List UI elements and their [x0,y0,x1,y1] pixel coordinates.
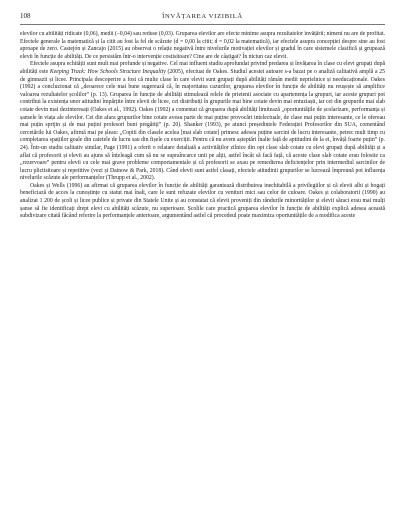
page-number: 108 [20,12,31,20]
running-title: ÎNVĂȚAREA VIZIBILĂ [162,13,243,20]
paragraph-equity-effects [20,61,385,183]
text-span: (2005), efectuat de Oakes. Studiul acestei autoare s-a bazat pe o analiză calitativă amplă a 25 de gimnazii și licee. Principala descoperire a fost că multe clase în care elevii sunt grupați după abilități rămân medii neprielnice și needucaționale. Oakes (1992) a concluzionat că „deoarece cele mai bune sugerează că, în majoritatea cazurilor, gruparea elevilor în funcție de abilități nu reușește să amplifice valoarea rezultatelor școlilor” (p. 13). Gruparea în funcție de abilități stimulează relele de prietenii asociate cu apartenența la grupuri, iar aceste grupuri pot contribui la existența unor atitudini împărțite între elevii de licee, cei distribuiți în grupurile mai bine cotate devin mai entuziaști, iar cei din grupurile mai slab cotate devin mai dezinteresați (Oakes et al., 1992). Oakes (1992) a comentat că gruparea după abilități limitează „oportunitățile de școlarizare, performanța și șansele în viața ale elevilor. Cei din afara grupurilor bine cotate aveau parte de mai puține provocări intelectuale, de clase mai puțin interesante, ce le ofereau mai puțin sprijin și de mai puțini profesori buni pregătiți” (p. 20). Shanker (1993), pe atunci președintele Federației Profesorilor din SUA, comentând cercetările lui Oakes, afirmă mai pe șleau: „Copiii din clasele acelea [mai slab cotate] primesc adesea puține sarcini de lucru interesante, petrec mult timp cu completarea spațiilor goale din caietele de lucru sau din fișele cu exerciții. Pentru că nu avem așteptări înalte față de aptitudini de la ei, învăță foarte puțin” (p. 24). Într-un studiu calitativ similar, Page (1991) a oferit o relatare detaliată a activităților zilnice din opt clase slab cotate cu elevi grupați după abilități și a aflat că profesorii și elevii au ajuns să înțeleagă cum să nu se supraîncarce unii pe alții, astfel încât să facă față, că aceste clase slab cotate erau folosite ca „rezervoare” pentru elevii cu cele mai grave probleme comportamentale și că profesorii se axau pe remedierea deficiențelor prin intermediul sarcinilor de lucru plictisitoare și repetitive (vezi și Dainow & Park, 2018). Când elevii sunt astfel clasați, efectele atitudinii grupurilor se lucrează împreună pot influența nivelurile scăzute ale performanțelor (Thrupp et al., 2002). [20,68,385,182]
page-header [20,12,385,25]
body-text [20,31,385,516]
paragraph-continued: elevilor cu abilități ridicate (0,06), medii (–0,04) sau reduse (0,03). Gruparea elevilor are efecte minime asupra rezultatelor învățării; nimeni nu are de profitat. Efectele generale la matematică și la citit au fost la fel de scăzute (d = 0,00 la citit; d = 0,02 la matematică), iar efectele asupra concepției despre sine au fost aproape de zero. Castejón și Zancajo (2015) au observat o relație negativă între nivelurile motivației elevilor și gradul în care sistemele clasifică și grupează elevii în funcție de abilități. De ce persistăm într-o intervenție costisitoare? Cine are de câștigat? În niciun caz elevii. [20,31,385,60]
paragraph-oakes-wells: Oakes și Wells (1996) au afirmat că gruparea elevilor în funcție de abilități garantează distribuirea inechitabilă a privilegiilor și că elevii albi și bogați beneficiază de acces la cunoștințe cu statut mai înalt, care le sunt refuzate elevilor cu venituri mici sau celor de culoare. Oakes și colaboratorii (1990) au analizat 1 200 de școli și licee publice și private din Statele Unite și au constatat că elevii proveniți din rândurile minorităților și elevii săraci erau mai mulți șanse să fie identificați drept elevi cu abilități scăzute, nu superioare. Școlile care practică gruparea elevilor în funcție de abilități explică adesea această subdivizare citată făcând referire la performanțele anterioare, argumentând astfel că procedeul poate maximiza oportunitățile de a modifica aceste [20,182,385,220]
text-span: Efectele asupra echității sunt mult mai profunde și negative. Cel mai influent studiu aprofundat privind predarea și învățarea în clase cu elevi grupați după abilități este [20,61,385,75]
book-title-italic: Keeping Track: How Schools Structure Inequality [49,68,166,75]
